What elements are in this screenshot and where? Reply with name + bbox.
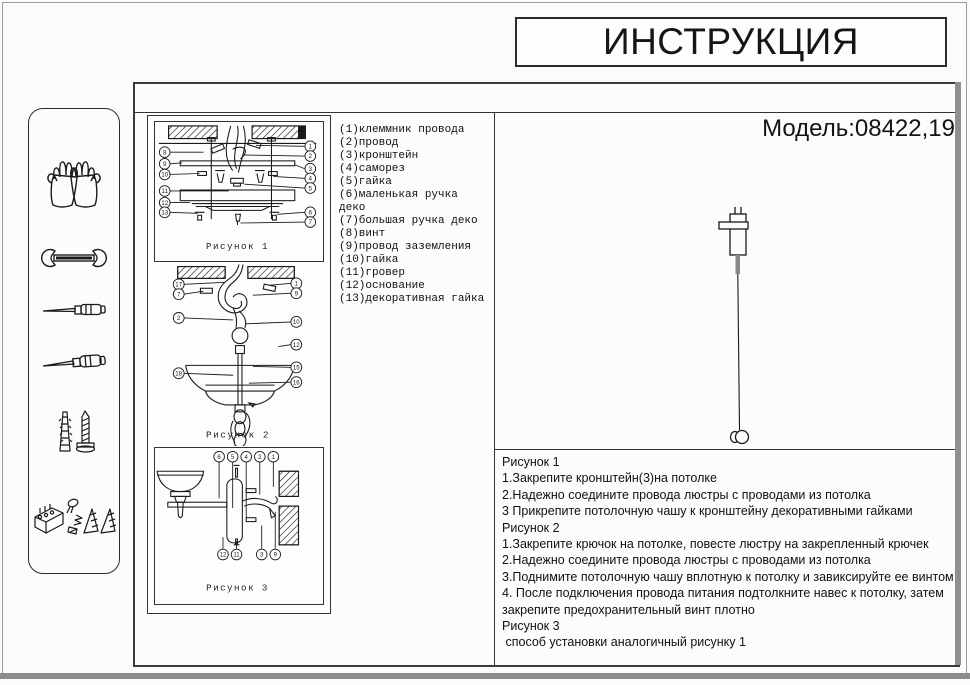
svg-text:3: 3 — [308, 165, 313, 173]
ceiling-cup — [186, 365, 295, 411]
wall-hatch — [279, 471, 298, 545]
page-title: ИНСТРУКЦИЯ — [602, 21, 859, 62]
figure-3-caption: Рисунок 3 — [206, 582, 269, 594]
column-divider — [494, 112, 495, 665]
part-item: (8)винт — [339, 228, 386, 240]
svg-text:4: 4 — [308, 175, 313, 183]
svg-text:5: 5 — [230, 454, 235, 461]
svg-text:18: 18 — [175, 370, 183, 378]
svg-text:12: 12 — [292, 341, 300, 349]
svg-text:4: 4 — [244, 454, 248, 461]
lamp-mount — [719, 207, 748, 255]
instruction-line: 4. После подключения провода питания подтолкните навес к потолку, затем закрепите предохранительный винт плотно — [502, 586, 948, 617]
figure-1-caption: Рисунок 1 — [206, 241, 269, 253]
svg-text:5: 5 — [308, 185, 313, 193]
svg-text:7: 7 — [308, 219, 313, 227]
bracket — [180, 161, 295, 182]
svg-text:12: 12 — [161, 199, 169, 207]
svg-text:11: 11 — [233, 552, 240, 559]
part-item: (9)провод заземления — [339, 241, 472, 253]
fasteners-icon — [29, 491, 119, 547]
sconce-arm — [168, 502, 227, 507]
svg-text:1: 1 — [271, 454, 276, 461]
figure-2 — [154, 262, 322, 446]
figure-3 — [154, 447, 324, 605]
small-screws — [67, 498, 82, 534]
screwdriver-2-icon — [29, 351, 119, 373]
lamp-cord — [738, 274, 740, 430]
svg-text:12: 12 — [219, 552, 227, 559]
instruction-line: 2.Надежно соедините провода люстры с проводами из потолка — [502, 553, 871, 568]
canopy-base — [180, 190, 295, 210]
figure-2-caption: Рисунок 2 — [206, 429, 270, 441]
instruction-line: 3 Прикрепите потолочную чашу к кронштейну декоративными гайками — [502, 504, 913, 519]
part-item: (11)гровер — [339, 267, 406, 279]
figures-panel — [147, 115, 331, 614]
header-band-line — [135, 112, 958, 113]
part-item: (7)большая ручка деко — [339, 215, 478, 227]
sconce-lamp — [157, 471, 203, 517]
svg-text:10: 10 — [292, 319, 300, 327]
part-item: (4)саморез — [339, 163, 406, 175]
svg-text:2: 2 — [308, 153, 313, 161]
main-box-right-border — [955, 82, 961, 665]
lamp-bulb — [731, 431, 749, 444]
svg-text:9: 9 — [162, 161, 167, 169]
fig2-callouts-left — [173, 279, 233, 379]
part-item: (12)основание — [339, 280, 425, 292]
instruction-line: 1.Закрепите кронштейн(3)на потолке — [502, 471, 717, 486]
gloves-icon — [29, 155, 119, 213]
instruction-line: Рисунок 3 — [502, 619, 560, 634]
svg-text:7: 7 — [177, 291, 181, 299]
instruction-line: 1.Закрепите крючок на потолке, повесте люстру на закрепленный крючек — [502, 537, 929, 552]
svg-text:8: 8 — [162, 149, 167, 157]
instruction-line: 2.Надежно соедините провода люстры с проводами из потолка — [502, 487, 871, 502]
model-label: Модель:08422,19 — [762, 115, 955, 142]
svg-text:1: 1 — [308, 143, 313, 151]
page-bottom-border — [0, 673, 970, 679]
terminal-block — [35, 504, 63, 533]
fig3-callouts-top — [214, 451, 279, 462]
svg-text:1: 1 — [294, 280, 299, 288]
pendant-lamp-drawing — [697, 197, 797, 452]
instruction-line: Рисунок 1 — [502, 455, 560, 469]
hanger-ball — [232, 328, 248, 366]
svg-text:3: 3 — [260, 552, 264, 559]
fig3-callouts-bottom — [218, 549, 281, 560]
tools-panel — [28, 108, 120, 574]
part-item: (13)декоративная гайка — [339, 293, 485, 305]
part-item: (6)маленькая ручка деко — [339, 189, 458, 214]
wall-anchors — [84, 509, 116, 533]
part-item: (2)провод — [339, 137, 399, 149]
svg-text:13: 13 — [161, 209, 169, 217]
svg-text:9: 9 — [294, 290, 299, 298]
part-item: (1)клеммник провода — [339, 124, 465, 136]
wrench-icon — [29, 244, 119, 272]
svg-text:9: 9 — [273, 552, 277, 559]
fig1-callouts-right — [240, 141, 315, 227]
svg-text:2: 2 — [177, 315, 181, 323]
dowel-screw-icon — [29, 409, 119, 457]
main-content — [133, 82, 960, 667]
screw — [77, 411, 95, 452]
figure-1 — [154, 121, 324, 262]
part-item: (3)кронштейн — [339, 150, 419, 162]
svg-text:15: 15 — [292, 364, 300, 372]
instructions-text — [502, 454, 960, 651]
svg-text:17: 17 — [175, 281, 183, 289]
dowel — [59, 412, 72, 451]
screwdriver-icon — [29, 299, 119, 319]
part-item: (10)гайка — [339, 254, 399, 266]
svg-text:10: 10 — [161, 171, 169, 179]
part-item: (5)гайка — [339, 176, 392, 188]
wire-clamp — [231, 178, 244, 186]
svg-text:16: 16 — [292, 379, 300, 387]
svg-text:11: 11 — [161, 188, 168, 196]
wall-bracket — [227, 465, 277, 544]
svg-text:2: 2 — [258, 454, 262, 461]
svg-text:6: 6 — [308, 209, 313, 217]
fig2-callouts-right — [246, 278, 302, 388]
instruction-line: Рисунок 2 — [502, 520, 560, 535]
title-box — [515, 17, 947, 67]
instruction-line: способ установки аналогичный рисунку 1 — [502, 635, 746, 650]
chain — [231, 410, 250, 446]
parts-list — [339, 124, 485, 306]
instruction-line: 3.Поднимите потолочную чашу вплотную к потолку и завиксируйте ее винтом — [502, 569, 954, 584]
svg-text:6: 6 — [217, 454, 221, 461]
lamp-stem — [736, 255, 741, 274]
